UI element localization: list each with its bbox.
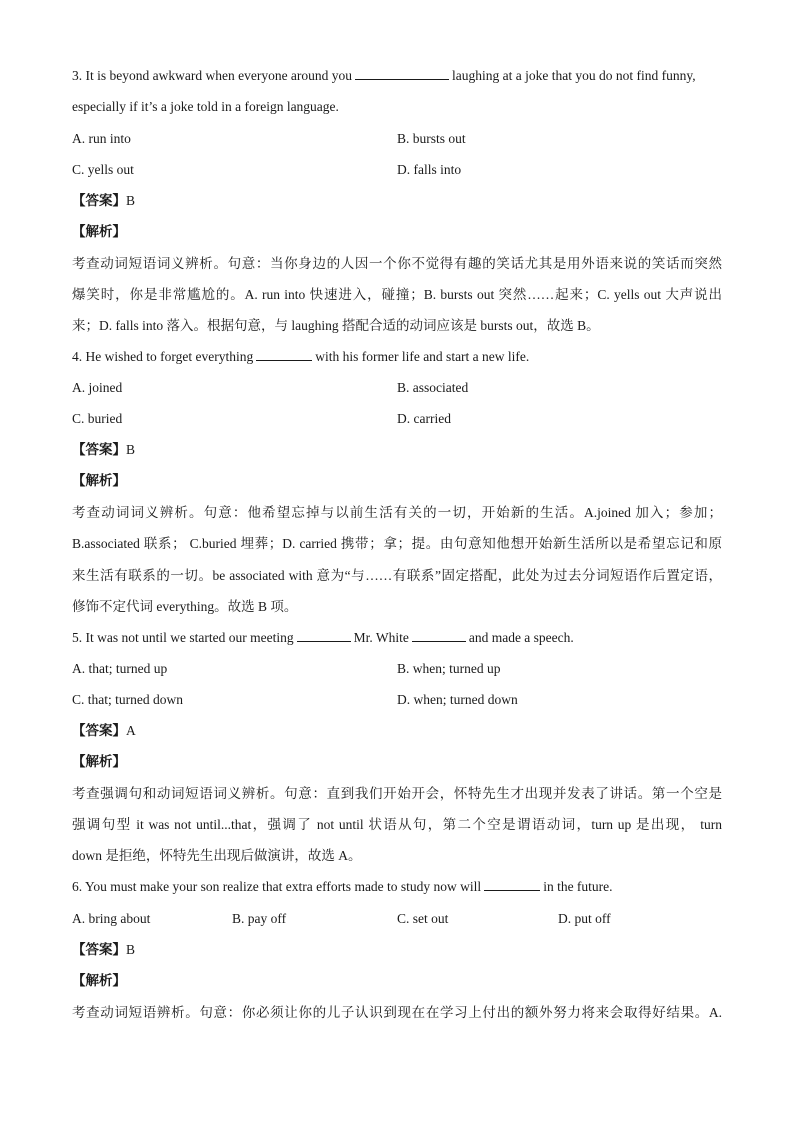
q6-stem-a: 6. You must make your son realize that extra efforts made to study now will — [72, 879, 482, 894]
q5-blank-1 — [297, 629, 351, 642]
q5-stem-a: 5. It was not until we started our meeting — [72, 630, 294, 645]
q4-analysis-line-1: 考查动词词义辨析。句意：他希望忘掉与以前生活有关的一切，开始新的生活。A.joined 加入；参加； — [72, 505, 722, 520]
q5-blank-2 — [412, 629, 466, 642]
q6-option-b: B. pay off — [232, 911, 287, 926]
q4-analysis-line-2: B.associated 联系； C.buried 埋葬；D. carried 携带；拿；提。由句意知他想开始新生活所以是希望忘记和原 — [72, 536, 722, 551]
q3-analysis-line-1: 考查动词短语词义辨析。句意：当你身边的人因一个你不觉得有趣的笑话尤其是用外语来说的笑话而突然 — [72, 256, 722, 271]
q6-option-a: A. bring about — [72, 911, 151, 926]
q6-stem-b: in the future. — [543, 879, 613, 894]
q3-stem-line2: especially if it’s a joke told in a foreign language. — [72, 99, 339, 114]
q4-analysis-label: 【解析】 — [72, 473, 126, 489]
q5-stem-c: and made a speech. — [468, 630, 574, 645]
q3-answer-label: 【答案】 — [72, 193, 126, 209]
q4-stem-b: with his former life and start a new life. — [315, 349, 530, 364]
q6-analysis-line-1: 考查动词短语辨析。句意：你必须让你的儿子认识到现在在学习上付出的额外努力将来会取得好结果。A. — [72, 1005, 722, 1020]
q5-answer-value: A — [126, 723, 136, 738]
q4-option-a: A. joined — [72, 380, 123, 395]
q5-answer — [72, 721, 136, 741]
q3-analysis-line-2: 爆笑时，你是非常尴尬的。A. run into 快速进入，碰撞；B. bursts out 突然……起来；C. yells out 大声说出 — [72, 287, 722, 302]
q4-analysis-line-4: 修饰不定代词 everything。故选 B 项。 — [72, 599, 298, 614]
q6-answer-label: 【答案】 — [72, 942, 126, 958]
q3-stem-a: 3. It is beyond awkward when everyone around you — [72, 68, 353, 83]
q6-blank — [484, 878, 540, 891]
q3-option-a: A. run into — [72, 131, 131, 146]
q6-answer-value: B — [126, 942, 136, 957]
q5-option-d: D. when; turned down — [397, 692, 518, 707]
q6-option-d: D. put off — [558, 911, 611, 926]
q6-option-c: C. set out — [397, 911, 449, 926]
q5-analysis-line-1: 考查强调句和动词短语词义辨析。句意：直到我们开始开会，怀特先生才出现并发表了讲话。第一个空是 — [72, 786, 722, 801]
q3-stem — [72, 66, 696, 86]
q5-option-a: A. that; turned up — [72, 661, 168, 676]
q4-option-b: B. associated — [397, 380, 469, 395]
q4-blank — [256, 348, 312, 361]
q4-option-d: D. carried — [397, 411, 451, 426]
q4-analysis-line-3: 来生活有联系的一切。be associated with 意为“与……有联系”固定搭配，此处为过去分词短语作后置定语， — [72, 568, 722, 583]
q5-analysis-line-2: 强调句型 it was not until...that，强调了 not until 状语从句，第二个空是谓语动词，turn up 是出现， turn — [72, 817, 722, 832]
q6-stem — [72, 877, 613, 897]
q3-analysis-line-3: 来；D. falls into 落入。根据句意，与 laughing 搭配合适的动词应该是 bursts out，故选 B。 — [72, 318, 600, 333]
q6-answer — [72, 940, 135, 960]
q3-option-d: D. falls into — [397, 162, 462, 177]
q4-stem — [72, 347, 529, 367]
q5-option-b: B. when; turned up — [397, 661, 501, 676]
q3-answer-value: B — [126, 193, 136, 208]
q4-answer — [72, 440, 135, 460]
q4-answer-value: B — [126, 442, 136, 457]
q5-stem — [72, 628, 574, 648]
q4-stem-a: 4. He wished to forget everything — [72, 349, 254, 364]
q3-stem-b: laughing at a joke that you do not find funny, — [452, 68, 696, 83]
q4-answer-label: 【答案】 — [72, 442, 126, 458]
q5-option-c: C. that; turned down — [72, 692, 183, 707]
q5-stem-b: Mr. White — [353, 630, 409, 645]
q5-analysis-line-3: down 是拒绝，怀特先生出现后做演讲，故选 A。 — [72, 848, 362, 863]
q5-answer-label: 【答案】 — [72, 723, 126, 739]
q3-answer — [72, 191, 135, 211]
q3-analysis-label: 【解析】 — [72, 224, 126, 240]
q6-analysis-label: 【解析】 — [72, 973, 126, 989]
q3-blank — [355, 67, 449, 80]
q3-option-c: C. yells out — [72, 162, 134, 177]
q4-option-c: C. buried — [72, 411, 123, 426]
q3-option-b: B. bursts out — [397, 131, 466, 146]
q5-analysis-label: 【解析】 — [72, 754, 126, 770]
